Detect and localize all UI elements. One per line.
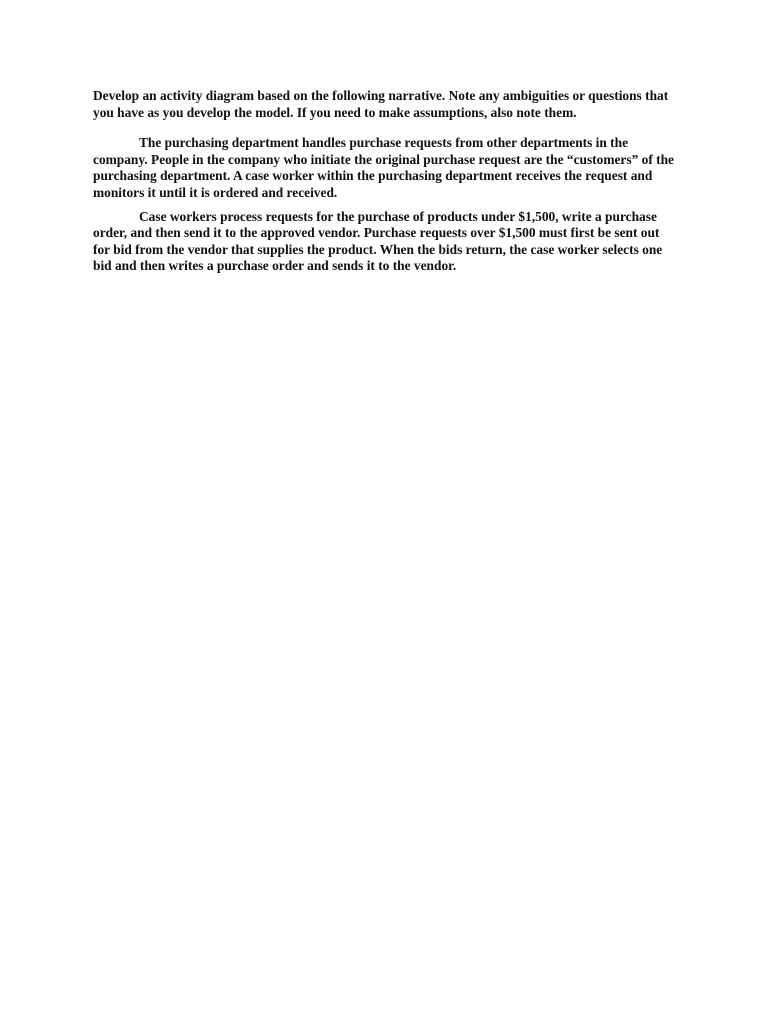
instructions-paragraph: Develop an activity diagram based on the following narrative. Note any ambiguities or questions that you have as you develop the model. If you need to make assumptions, also note them. bbox=[93, 88, 669, 120]
document-body bbox=[93, 88, 677, 282]
narrative-paragraph-1: The purchasing department handles purchase requests from other departments in the company. People in the company who initiate the original purchase request are the “customers” of the purchasing department. A case worker within the purchasing department receives the request and monitors it until it is ordered and received. bbox=[93, 135, 674, 200]
narrative-paragraph-2: Case workers process requests for the purchase of products under $1,500, write a purchase order, and then send it to the approved vendor. Purchase requests over $1,500 must first be sent out for bid from the vendor that supplies the product. When the bids return, the case worker selects one bid and then writes a purchase order and sends it to the vendor. bbox=[93, 208, 663, 274]
